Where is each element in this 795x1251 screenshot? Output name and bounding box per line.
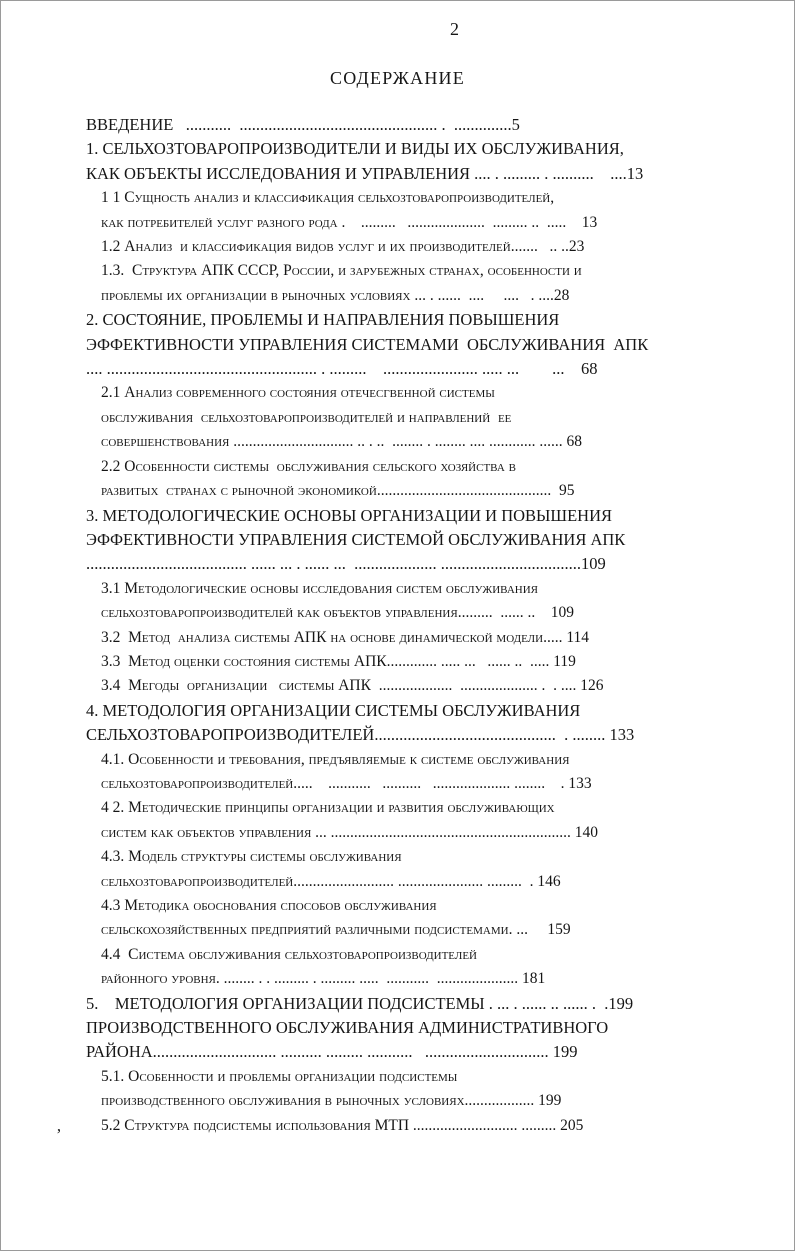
toc-line: 5. МЕТОДОЛОГИЯ ОРГАНИЗАЦИИ ПОДСИСТЕМЫ . ... . ...... .. ...... . .199 bbox=[86, 993, 634, 1013]
toc-line: ВВЕДЕНИЕ ........... ................................................ . ..............5 bbox=[86, 115, 520, 134]
toc-entry bbox=[86, 845, 734, 894]
toc-line: систем как объектов управления ... .............................................................. 140 bbox=[101, 823, 599, 841]
toc-line: 1. СЕЛЬХОЗТОВАРОПРОИЗВОДИТЕЛИ И ВИДЫ ИХ ОБСЛУЖИВАНИЯ, bbox=[86, 139, 624, 159]
toc-line: 1.3. Структура АПК СССР, России, и зарубежных странах, особенности и bbox=[101, 262, 582, 280]
toc-line: 2. СОСТОЯНИЕ, ПРОБЛЕМЫ И НАПРАВЛЕНИЯ ПОВЫШЕНИЯ bbox=[86, 310, 560, 330]
toc-line: 2.2 Особенности системы обслуживания сельского хозяйства в bbox=[101, 457, 516, 475]
toc-line: 4.3 Методика обоснования способов обслуживания bbox=[101, 897, 437, 914]
page-title: СОДЕРЖАНИЕ bbox=[330, 68, 465, 88]
toc-line: РАЙОНА.............................. .......... ......... ........... .............................. 199 bbox=[86, 1042, 578, 1062]
toc-line: сельхозтоваропроизводителей как объектов управления......... ...... .. 109 bbox=[101, 604, 574, 622]
toc-line: 4.1. Особенности и требования, предъявляемые к системе обслуживания bbox=[101, 750, 570, 768]
toc-line: развитых странах с рыночной экономикой............................................. 95 bbox=[101, 482, 575, 500]
toc-entry bbox=[86, 577, 734, 626]
toc-entry bbox=[86, 674, 734, 698]
toc-entry bbox=[86, 1065, 734, 1114]
toc-entry bbox=[86, 626, 734, 650]
toc-line: ЭФФЕКТИВНОСТИ УПРАВЛЕНИЯ СИСТЕМАМИ ОБСЛУЖИВАНИЯ АПК bbox=[86, 334, 649, 354]
toc-line: 3. МЕТОДОЛОГИЧЕСКИЕ ОСНОВЫ ОРГАНИЗАЦИИ И ПОВЫШЕНИЯ bbox=[86, 505, 612, 525]
toc-entry bbox=[86, 308, 734, 381]
toc-line: 3.2 Метод анализа системы АПК на основе динамической модели..... 114 bbox=[101, 628, 589, 646]
toc-line: сельскохозяйственных предприятий различными подсистемами. ... 159 bbox=[101, 921, 571, 939]
toc-line: ....................................... ...... ... . ...... ... .................... ..................................109 bbox=[86, 554, 606, 574]
toc-entry bbox=[86, 943, 734, 992]
toc-line: 3.3 Метод оценки состояния системы АПК............. ..... ... ...... .. ..... 119 bbox=[101, 652, 576, 670]
toc-entry bbox=[86, 1114, 734, 1138]
toc-line: 2.1 Анализ современного состояния отечесгвенной системы bbox=[101, 384, 495, 402]
toc-entry bbox=[86, 699, 734, 748]
toc-entry bbox=[86, 748, 734, 797]
toc-entry bbox=[86, 455, 734, 504]
toc-entry bbox=[86, 259, 734, 308]
toc-line: 4.4 Система обслуживания сельхозтоваропроизводителей bbox=[101, 945, 477, 963]
toc-line: производственного обслуживания в рыночных условиях.................. 199 bbox=[101, 1092, 562, 1110]
toc-line: 1 1 Сущность анализ и классификация сельхозтоваропроизводителей, bbox=[101, 189, 555, 207]
toc-entry bbox=[86, 113, 734, 137]
table-of-contents bbox=[86, 113, 734, 1138]
toc-entry bbox=[86, 381, 734, 454]
toc-line: 1.2 Анализ и классификация видов услуг и их производителей....... .. ..23 bbox=[101, 238, 585, 256]
toc-entry bbox=[86, 992, 734, 1065]
toc-line: проблемы их организации в рыночных условиях ... . ...... .... .... . ....28 bbox=[101, 286, 570, 304]
toc-line: районного уровня. ........ . . ......... . ......... ..... ........... ..................... 181 bbox=[101, 970, 546, 988]
toc-entry bbox=[86, 796, 734, 845]
toc-line: 3.1 Методологические основы исследования систем обслуживания bbox=[101, 579, 538, 597]
toc-entry bbox=[86, 235, 734, 259]
toc-line: 3.4 Мегоды организации системы АПК ................... .................... . . .... 126 bbox=[101, 677, 604, 695]
toc-entry bbox=[86, 650, 734, 674]
toc-line: совершенствования ............................... .. . .. ........ . ........ .... ............ ...... 68 bbox=[101, 433, 582, 451]
toc-line: КАК ОБЪЕКТЫ ИССЛЕДОВАНИЯ И УПРАВЛЕНИЯ .... . ......... . .......... ....13 bbox=[86, 163, 644, 183]
toc-line: 5.2 Структура подсистемы использования МТП ........................... ......... 205 bbox=[101, 1116, 584, 1134]
toc-line: 4 2. Методические принципы организации и развития обслуживающих bbox=[101, 799, 555, 817]
toc-line: 4. МЕТОДОЛОГИЯ ОРГАНИЗАЦИИ СИСТЕМЫ ОБСЛУЖИВАНИЯ bbox=[86, 700, 581, 720]
toc-entry bbox=[86, 504, 734, 577]
toc-entry bbox=[86, 186, 734, 235]
toc-entry bbox=[86, 137, 734, 186]
toc-line: 4.3. Модель структуры системы обслуживания bbox=[101, 848, 402, 866]
toc-line: сельхозтоваропроизводителей.......................... ...................... ......... . 146 bbox=[101, 872, 561, 890]
toc-entry bbox=[86, 894, 734, 943]
scan-artifact-mark: ’ bbox=[56, 1125, 62, 1144]
toc-line: сельхозтоваропроизводителей..... ........... .......... .................... ........ . 133 bbox=[101, 774, 592, 792]
toc-line: как потребителей услуг разного рода . ......... .................... ......... .. ..... 13 bbox=[101, 213, 598, 231]
toc-line: ПРОИЗВОДСТВЕННОГО ОБСЛУЖИВАНИЯ АДМИНИСТРАТИВНОГО bbox=[86, 1018, 609, 1038]
page-number: 2 bbox=[450, 19, 459, 39]
toc-line: обслуживания сельхозтоваропроизводителей и направлений ее bbox=[101, 408, 512, 426]
toc-line: ЭФФЕКТИВНОСТИ УПРАВЛЕНИЯ СИСТЕМОЙ ОБСЛУЖИВАНИЯ АПК bbox=[86, 529, 626, 549]
toc-line: .... ................................................... . ......... ....................... ..... ... ... 68 bbox=[86, 359, 598, 379]
toc-line: СЕЛЬХОЗТОВАРОПРОИЗВОДИТЕЛЕЙ............................................ . ........ 133 bbox=[86, 725, 635, 745]
toc-line: 5.1. Особенности и проблемы организации подсистемы bbox=[101, 1067, 458, 1085]
